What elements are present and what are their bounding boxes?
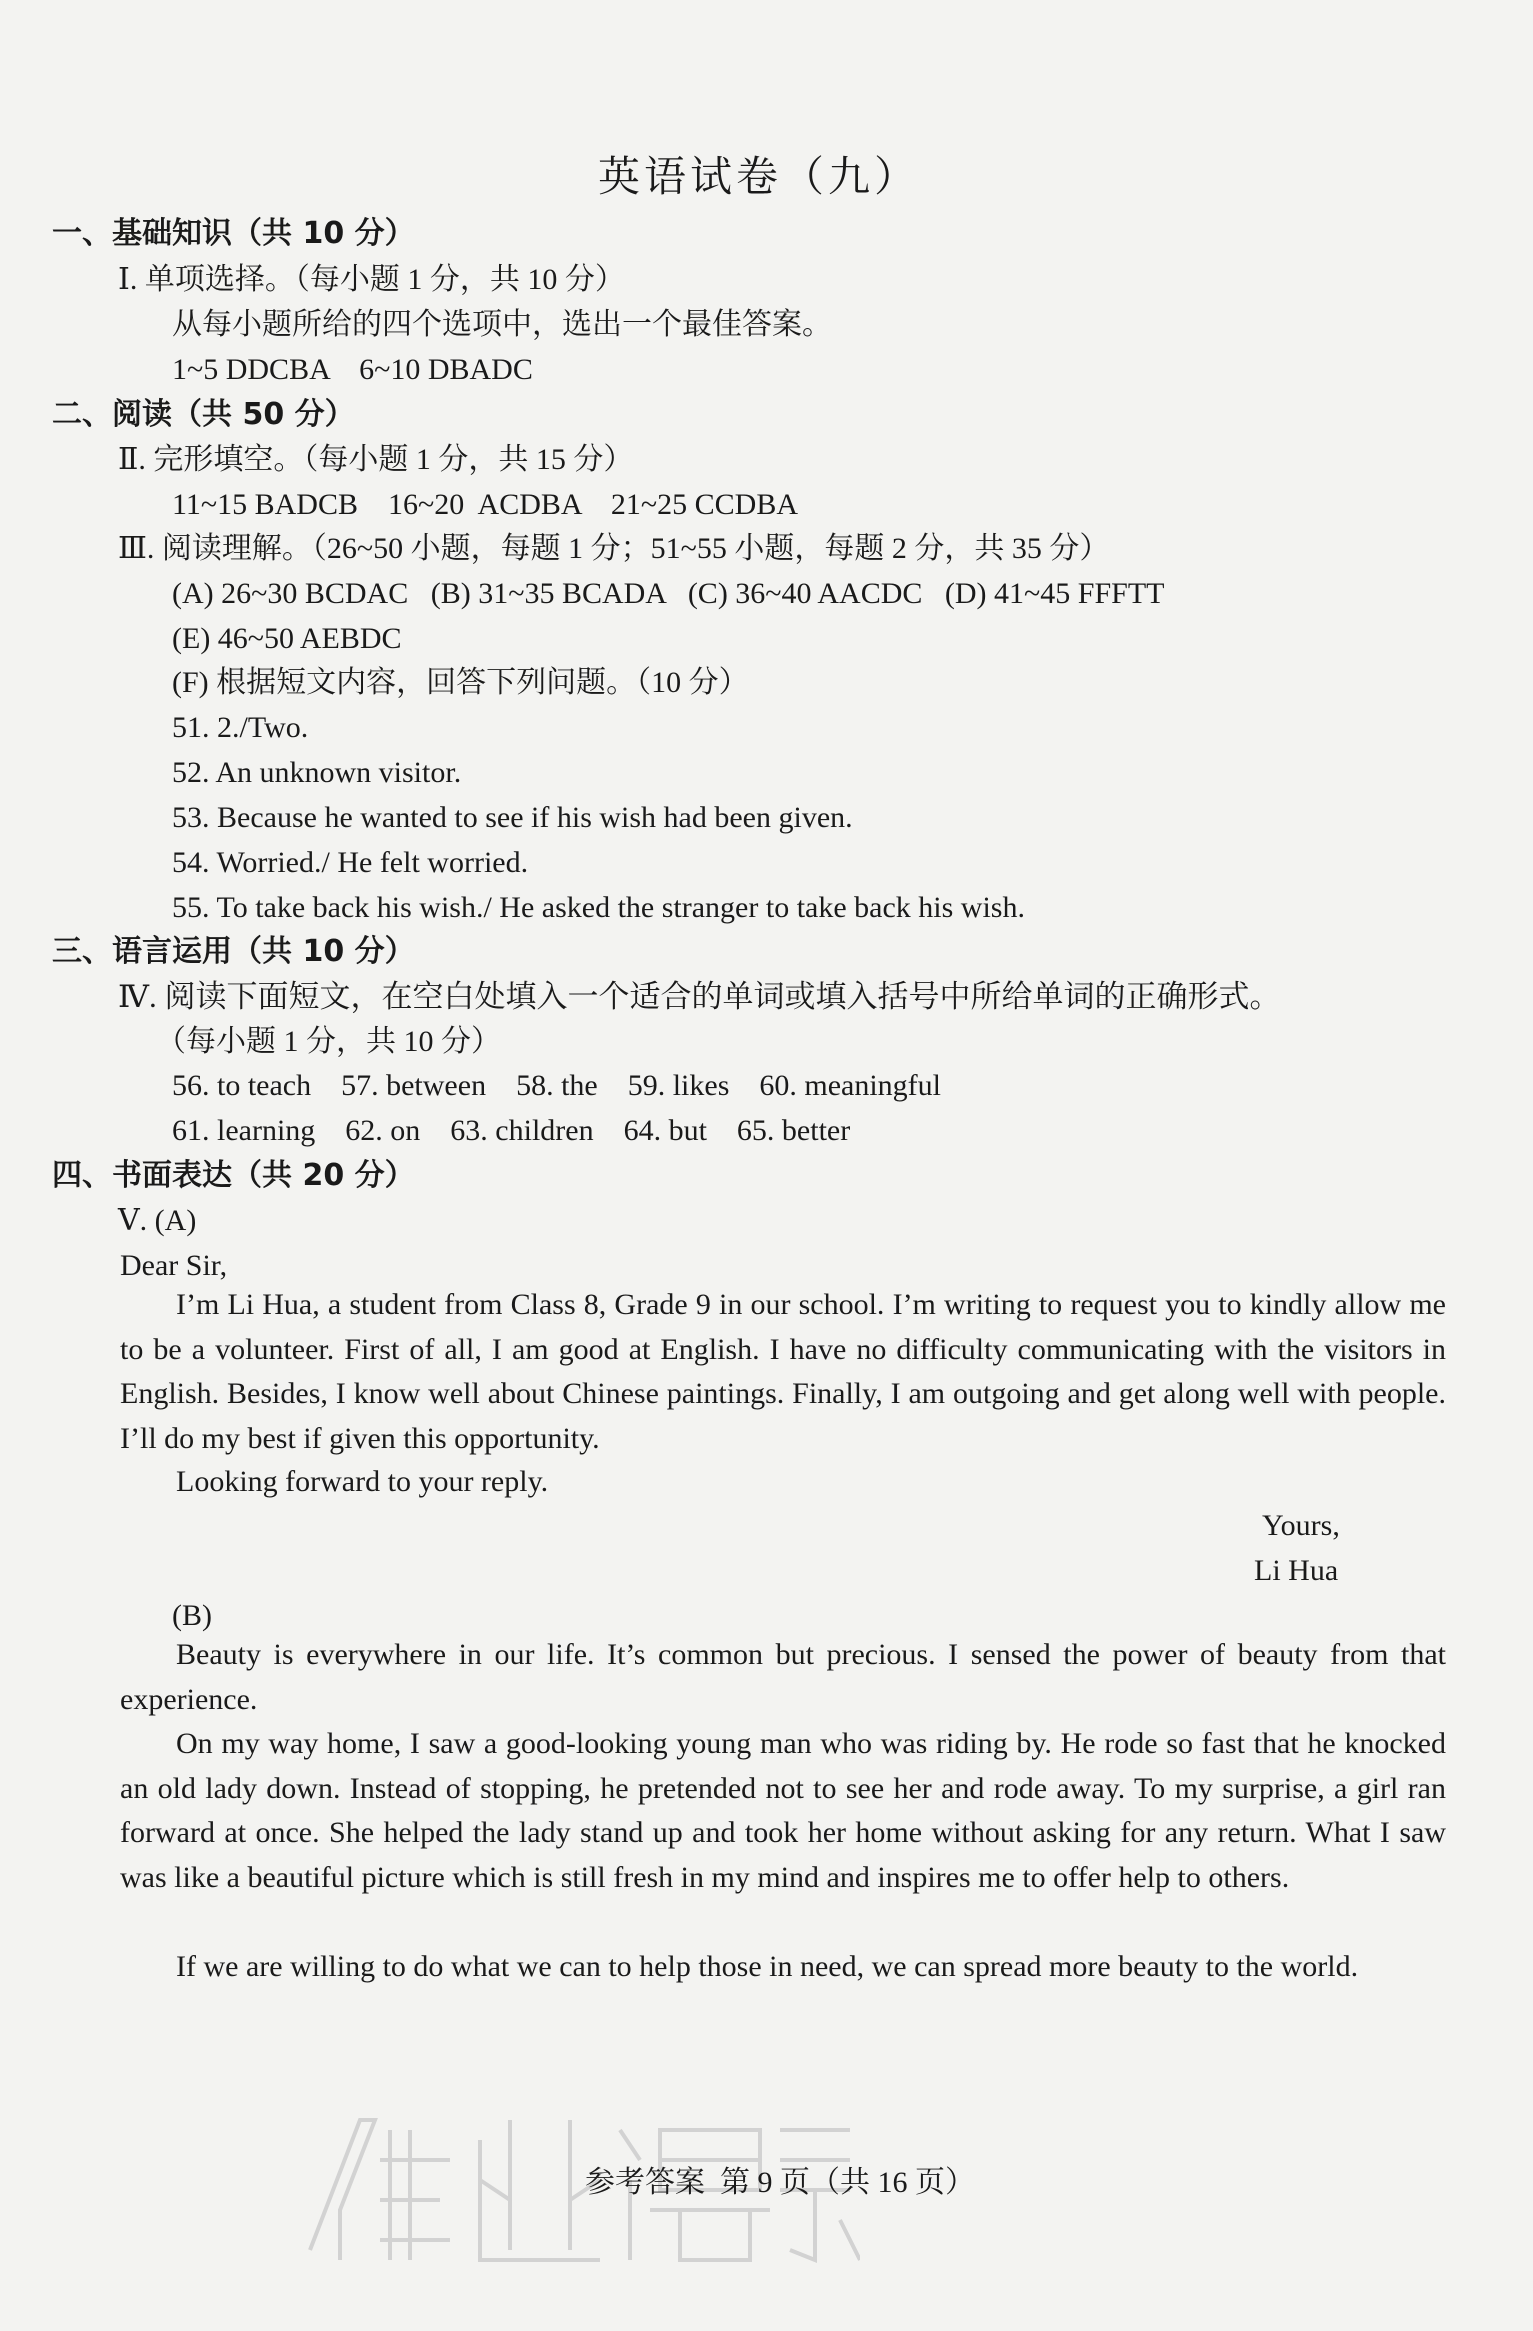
letter-signature: Li Hua — [1254, 1554, 1339, 1587]
letter-salutation: Dear Sir, — [120, 1249, 228, 1282]
part3-heading: Ⅲ. 阅读理解。（26~50 小题，每题 1 分；51~55 小题，每题 2 分，共 35 分） — [118, 532, 1110, 565]
letter-body-paragraph: I’m Li Hua, a student from Class 8, Grade 9 in our school. I’m writing to request you to kindly allow me to be a volunteer. First of all, I am good at English. I have no difficulty communicating with the visitors in English. Besides, I know well about Chinese paintings. Finally, I am outgoing and get along well with people. I’ll do my best if given this opportunity. — [120, 1288, 1446, 1455]
essay-paragraph-1: Beauty is everywhere in our life. It’s common but precious. I sensed the power of beauty from that experience. — [120, 1638, 1446, 1716]
part2-answers: 11~15 BADCB 16~20 ACDBA 21~25 CCDBA — [172, 488, 799, 521]
part5-b-label: (B) — [172, 1599, 212, 1632]
part3-answers-a-d: (A) 26~30 BCDAC (B) 31~35 BCADA (C) 36~40 AACDC (D) 41~45 FFFTT — [172, 577, 1165, 610]
part4-answers-row2: 61. learning 62. on 63. children 64. but 65. better — [172, 1114, 851, 1147]
part1-instruction: 从每小题所给的四个选项中，选出一个最佳答案。 — [172, 308, 832, 341]
page-footer: 参考答案 第 9 页（共 16 页） — [585, 2166, 975, 2199]
section-2-heading: 二、阅读（共 50 分） — [52, 397, 355, 432]
part3-f-heading: (F) 根据短文内容，回答下列问题。（10 分） — [172, 666, 749, 699]
answer-55: 55. To take back his wish./ He asked the stranger to take back his wish. — [172, 891, 1025, 924]
section-3-heading: 三、语言运用（共 10 分） — [52, 934, 415, 969]
letter-closing-line: Looking forward to your reply. — [176, 1465, 549, 1498]
answer-51: 51. 2./Two. — [172, 711, 309, 744]
answer-53: 53. Because he wanted to see if his wish had been given. — [172, 801, 853, 834]
section-1-heading: 一、基础知识（共 10 分） — [52, 216, 415, 251]
part2-heading: Ⅱ. 完形填空。（每小题 1 分，共 15 分） — [118, 443, 634, 476]
part3-answers-e: (E) 46~50 AEBDC — [172, 622, 402, 655]
part1-heading: Ⅰ. 单项选择。（每小题 1 分，共 10 分） — [118, 263, 625, 296]
letter-closing: Yours, — [1262, 1509, 1340, 1542]
page-title: 英语试卷（九） — [598, 155, 921, 201]
part5-heading: Ⅴ. (A) — [118, 1204, 197, 1237]
essay-paragraph-2: On my way home, I saw a good-looking young man who was riding by. He rode so fast that he knocked an old lady down. Instead of stopping, he pretended not to see her and rode away. To my surprise, a girl ran forward at once. She helped the lady stand up and took her home without asking for any return. What I saw was like a beautiful picture which is still fresh in my mind and inspires me to offer help to others. — [120, 1727, 1446, 1894]
answer-54: 54. Worried./ He felt worried. — [172, 846, 529, 879]
watermark-logo — [300, 2100, 860, 2306]
part4-subheading: （每小题 1 分，共 10 分） — [156, 1025, 501, 1058]
part1-answers: 1~5 DDCBA 6~10 DBADC — [172, 353, 533, 386]
section-4-heading: 四、书面表达（共 20 分） — [52, 1158, 415, 1193]
part4-heading: Ⅳ. 阅读下面短文，在空白处填入一个适合的单词或填入括号中所给单词的正确形式。 — [118, 979, 1281, 1014]
answer-52: 52. An unknown visitor. — [172, 756, 462, 789]
essay-paragraph-3: If we are willing to do what we can to help those in need, we can spread more beauty to the world. — [176, 1950, 1359, 1983]
part4-answers-row1: 56. to teach 57. between 58. the 59. likes 60. meaningful — [172, 1069, 941, 1102]
